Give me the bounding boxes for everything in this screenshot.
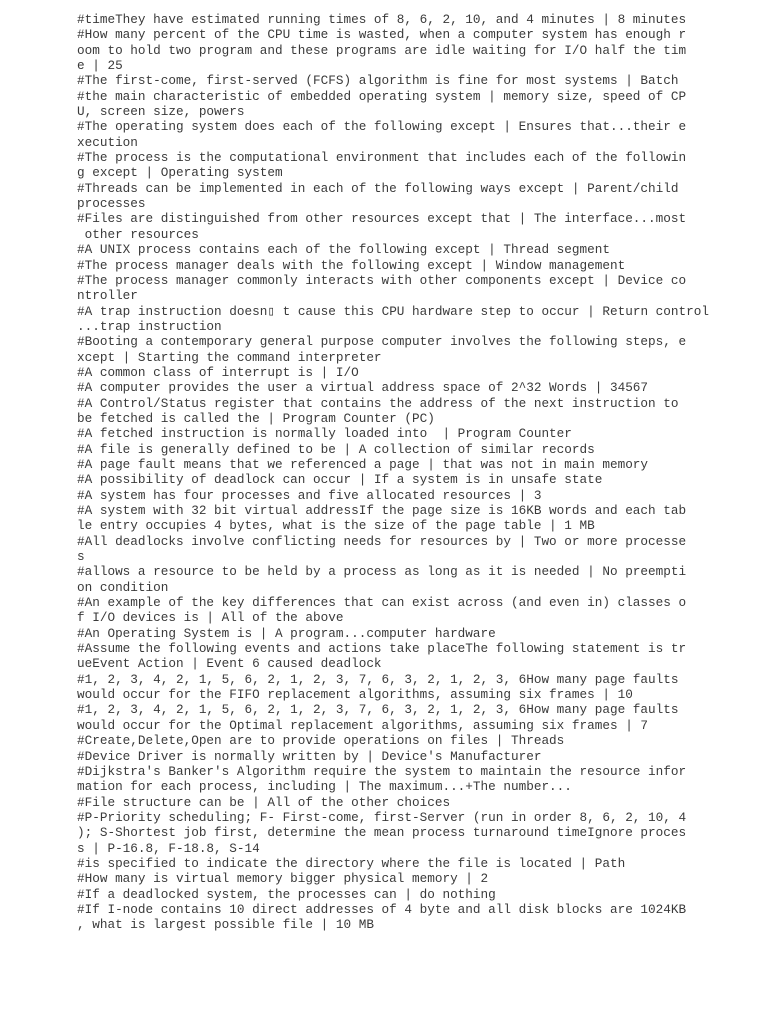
text-line: , what is largest possible file | 10 MB (77, 917, 374, 933)
text-line: #The operating system does each of the following except | Ensures that...their e (77, 119, 687, 135)
text-line: #A common class of interrupt is | I/O (77, 364, 359, 380)
text-line: #A Control/Status register that contains the address of the next instruction to (77, 395, 679, 411)
text-line: #Assume the following events and actions take placeThe following statement is tr (77, 641, 687, 657)
text-line: #An example of the key differences that can exist across (and even in) classes o (77, 595, 687, 611)
text-line: U, screen size, powers (77, 104, 245, 120)
text-line: #P-Priority scheduling; F- First-come, first-Server (run in order 8, 6, 2, 10, 4 (77, 809, 687, 825)
text-line: mation for each process, including | The maximum...+The number... (77, 779, 572, 795)
text-line: #is specified to indicate the directory where the file is located | Path (77, 855, 626, 871)
text-line: #How many is virtual memory bigger physical memory | 2 (77, 871, 489, 887)
text-line: #1, 2, 3, 4, 2, 1, 5, 6, 2, 1, 2, 3, 7, 6, 3, 2, 1, 2, 3, 6How many page faults (77, 702, 679, 718)
text-line: #Booting a contemporary general purpose computer involves the following steps, e (77, 334, 687, 350)
text-line: #File structure can be | All of the other choices (77, 794, 451, 810)
text-line: #A computer provides the user a virtual address space of 2^32 Words | 34567 (77, 380, 649, 396)
text-line: ueEvent Action | Event 6 caused deadlock (77, 656, 382, 672)
text-line: processes (77, 196, 146, 212)
text-line: xcept | Starting the command interpreter (77, 349, 382, 365)
text-line: #Create,Delete,Open are to provide operations on files | Threads (77, 733, 565, 749)
text-line: #How many percent of the CPU time is wasted, when a computer system has enough r (77, 27, 687, 43)
text-line: xecution (77, 134, 138, 150)
text-line: #Device Driver is normally written by | Device's Manufacturer (77, 748, 542, 764)
text-line: ); S-Shortest job first, determine the mean process turnaround timeIgnore proces (77, 825, 687, 841)
text-line: #If a deadlocked system, the processes can | do nothing (77, 886, 496, 902)
text-line: on condition (77, 579, 169, 595)
text-line: #The first-come, first-served (FCFS) algorithm is fine for most systems | Batch (77, 73, 679, 89)
text-line: other resources (77, 226, 199, 242)
text-line: oom to hold two program and these programs are idle waiting for I/O half the tim (77, 42, 687, 58)
text-line: ntroller (77, 288, 138, 304)
text-line: #A system with 32 bit virtual addressIf the page size is 16KB words and each tab (77, 503, 687, 518)
text-line: f I/O devices is | All of the above (77, 610, 344, 626)
document-page (77, 12, 709, 933)
text-line: #All deadlocks involve conflicting needs for resources by | Two or more processe (77, 533, 687, 549)
text-line: #timeThey have estimated running times of 8, 6, 2, 10, and 4 minutes | 8 minutes (77, 12, 687, 27)
text-line: #A fetched instruction is normally loaded into | Program Counter (77, 426, 572, 442)
text-line: le entry occupies 4 bytes, what is the size of the page table | 1 MB (77, 518, 595, 534)
text-line: #Dijkstra's Banker's Algorithm require the system to maintain the resource infor (77, 763, 687, 779)
text-line: ...trap instruction (77, 318, 222, 334)
text-line: would occur for the Optimal replacement algorithms, assuming six frames | 7 (77, 717, 649, 733)
text-line: #If I-node contains 10 direct addresses of 4 byte and all disk blocks are 1024KB (77, 901, 687, 917)
text-line: #A system has four processes and five allocated resources | 3 (77, 487, 542, 503)
text-line: #allows a resource to be held by a process as long as it is needed | No preempti (77, 564, 687, 580)
text-line: would occur for the FIFO replacement algorithms, assuming six frames | 10 (77, 687, 633, 703)
text-line: #the main characteristic of embedded operating system | memory size, speed of CP (77, 88, 687, 104)
text-line: #A file is generally defined to be | A collection of similar records (77, 441, 595, 457)
text-line: #A page fault means that we referenced a page | that was not in main memory (77, 456, 649, 472)
text-line: #A trap instruction doesn▯ t cause this CPU hardware step to occur | Return control (77, 303, 709, 319)
text-line: #1, 2, 3, 4, 2, 1, 5, 6, 2, 1, 2, 3, 7, 6, 3, 2, 1, 2, 3, 6How many page faults (77, 671, 679, 687)
text-line: #A possibility of deadlock can occur | If a system is in unsafe state (77, 472, 603, 488)
text-line: #Threads can be implemented in each of the following ways except | Parent/child (77, 180, 679, 196)
text-line: #The process is the computational environment that includes each of the followin (77, 150, 687, 166)
text-line: e | 25 (77, 58, 123, 74)
text-line: #The process manager commonly interacts with other components except | Device co (77, 272, 687, 288)
text-line: be fetched is called the | Program Counter (PC) (77, 410, 435, 426)
text-line: #Files are distinguished from other resources except that | The interface...most (77, 211, 687, 227)
text-line: #The process manager deals with the following except | Window management (77, 257, 626, 273)
text-line: s | P-16.8, F-18.8, S-14 (77, 840, 260, 856)
text-line: s (77, 549, 85, 565)
text-line: #An Operating System is | A program...computer hardware (77, 625, 496, 641)
text-line: g except | Operating system (77, 165, 283, 181)
text-line: #A UNIX process contains each of the following except | Thread segment (77, 242, 610, 258)
